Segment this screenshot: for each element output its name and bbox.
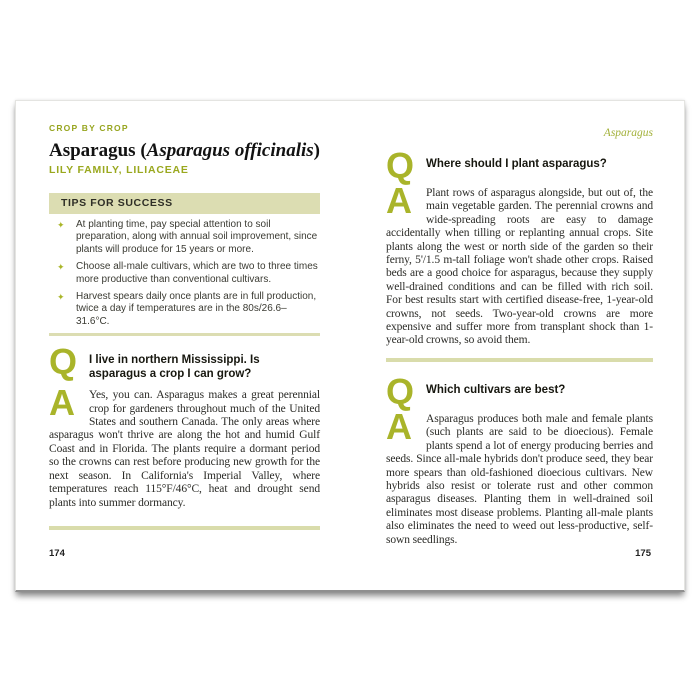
question-text: I live in northern Mississippi. Is asparagus a crop I can grow? [89, 354, 260, 380]
running-header-right: Asparagus [603, 127, 653, 139]
tips-box-bottom-rule [49, 333, 320, 336]
paren-close: ) [313, 140, 320, 161]
question-text: Where should I plant asparagus? [426, 158, 607, 170]
q-letter: Q [386, 145, 415, 186]
paren-open: ( [140, 140, 147, 161]
answer-block [386, 405, 653, 547]
answer-text: Yes, you can. Asparagus makes a great perennial crop for gardeners throughout much of the United States and southern Canada. The only areas where asparagus won't thrive are along the hot and humid Gulf Coast and in Florida. The plants require a dormant period so the crowns can rest before producing new growth for the next season. In California's Imperial Valley, where temperatures reach 115°F/46°C, heat and drought send plants into summer dormancy. [49, 389, 320, 509]
tip-text: At planting time, pay special attention to soil preparation, along with annual soil improvement, since plants will produce for 15 years or more. [76, 219, 318, 255]
q-letter: Q [386, 370, 415, 412]
scientific-name: Asparagus officinalis [146, 140, 314, 161]
a-letter: A [386, 180, 412, 221]
section-divider [386, 358, 653, 362]
question-block [386, 145, 653, 186]
tip-bullet-icon: ✦ [57, 262, 65, 273]
tips-list [49, 214, 320, 328]
tip-item [49, 219, 320, 256]
running-header-left: CROP BY CROP [49, 123, 129, 133]
tip-text: Choose all-male cultivars, which are two to three times more productive than conventional cultivars. [76, 261, 318, 285]
a-letter: A [49, 382, 75, 424]
right-page [386, 101, 653, 547]
tip-text: Harvest spears daily once plants are in full production, twice a day if temperatures are in the 80s/26.6–31.6°C. [76, 291, 317, 327]
book-spread [15, 100, 685, 592]
question-block [386, 370, 653, 412]
answer-block [49, 382, 320, 510]
a-letter: A [386, 405, 412, 447]
question-block [49, 341, 320, 383]
answer-text: Plant rows of asparagus alongside, but out of, the main vegetable garden. The perennial crowns and wide-spreading roots are easy to damage accidentally when tilling or replanting annual crops. Site plants along the west or north side of the garden so their ferny, 5'/1.5 m-tall foliage won't shade other crops. Raised beds are a good choice for asparagus, because they supply well-drained conditions and can be filled with rich soil. For best results start with certified disease-free, 1-year-old crowns, not seeds. Two-year-old crowns are more expensive and suffer more from transplant shock than 1-year-old crowns, so avoid them. [386, 187, 653, 347]
tip-item [49, 291, 320, 328]
page-title [49, 141, 320, 161]
tip-bullet-icon: ✦ [57, 220, 65, 230]
question-text: Which cultivars are best? [426, 383, 566, 396]
family-subtitle: LILY FAMILY, LILIACEAE [49, 164, 189, 176]
crop-name: Asparagus [49, 140, 141, 161]
answer-text: Asparagus produces both male and female plants (such plants are said to be dioecious). Female plants spend a lot of energy producing berries and seeds. Since all-male hybrids don't produce seed, they bear more spears than old-fashioned dioecious cultivars. New hybrids also resist or tolerate rust and other common asparagus diseases. Planting them in well-drained soil eliminates most disease problems. Planting all-male plants also eliminates the need to weed out less-productive, self-sown seedlings. [386, 412, 653, 546]
q-letter: Q [49, 341, 78, 383]
tip-item [49, 261, 320, 286]
answer-block [386, 180, 653, 348]
page-number-left: 174 [49, 548, 65, 559]
section-divider [49, 526, 320, 530]
tip-bullet-icon: ✦ [57, 292, 65, 303]
tips-box-heading: TIPS FOR SUCCESS [49, 193, 320, 214]
page-number-right: 175 [635, 548, 651, 559]
left-page [49, 101, 320, 530]
